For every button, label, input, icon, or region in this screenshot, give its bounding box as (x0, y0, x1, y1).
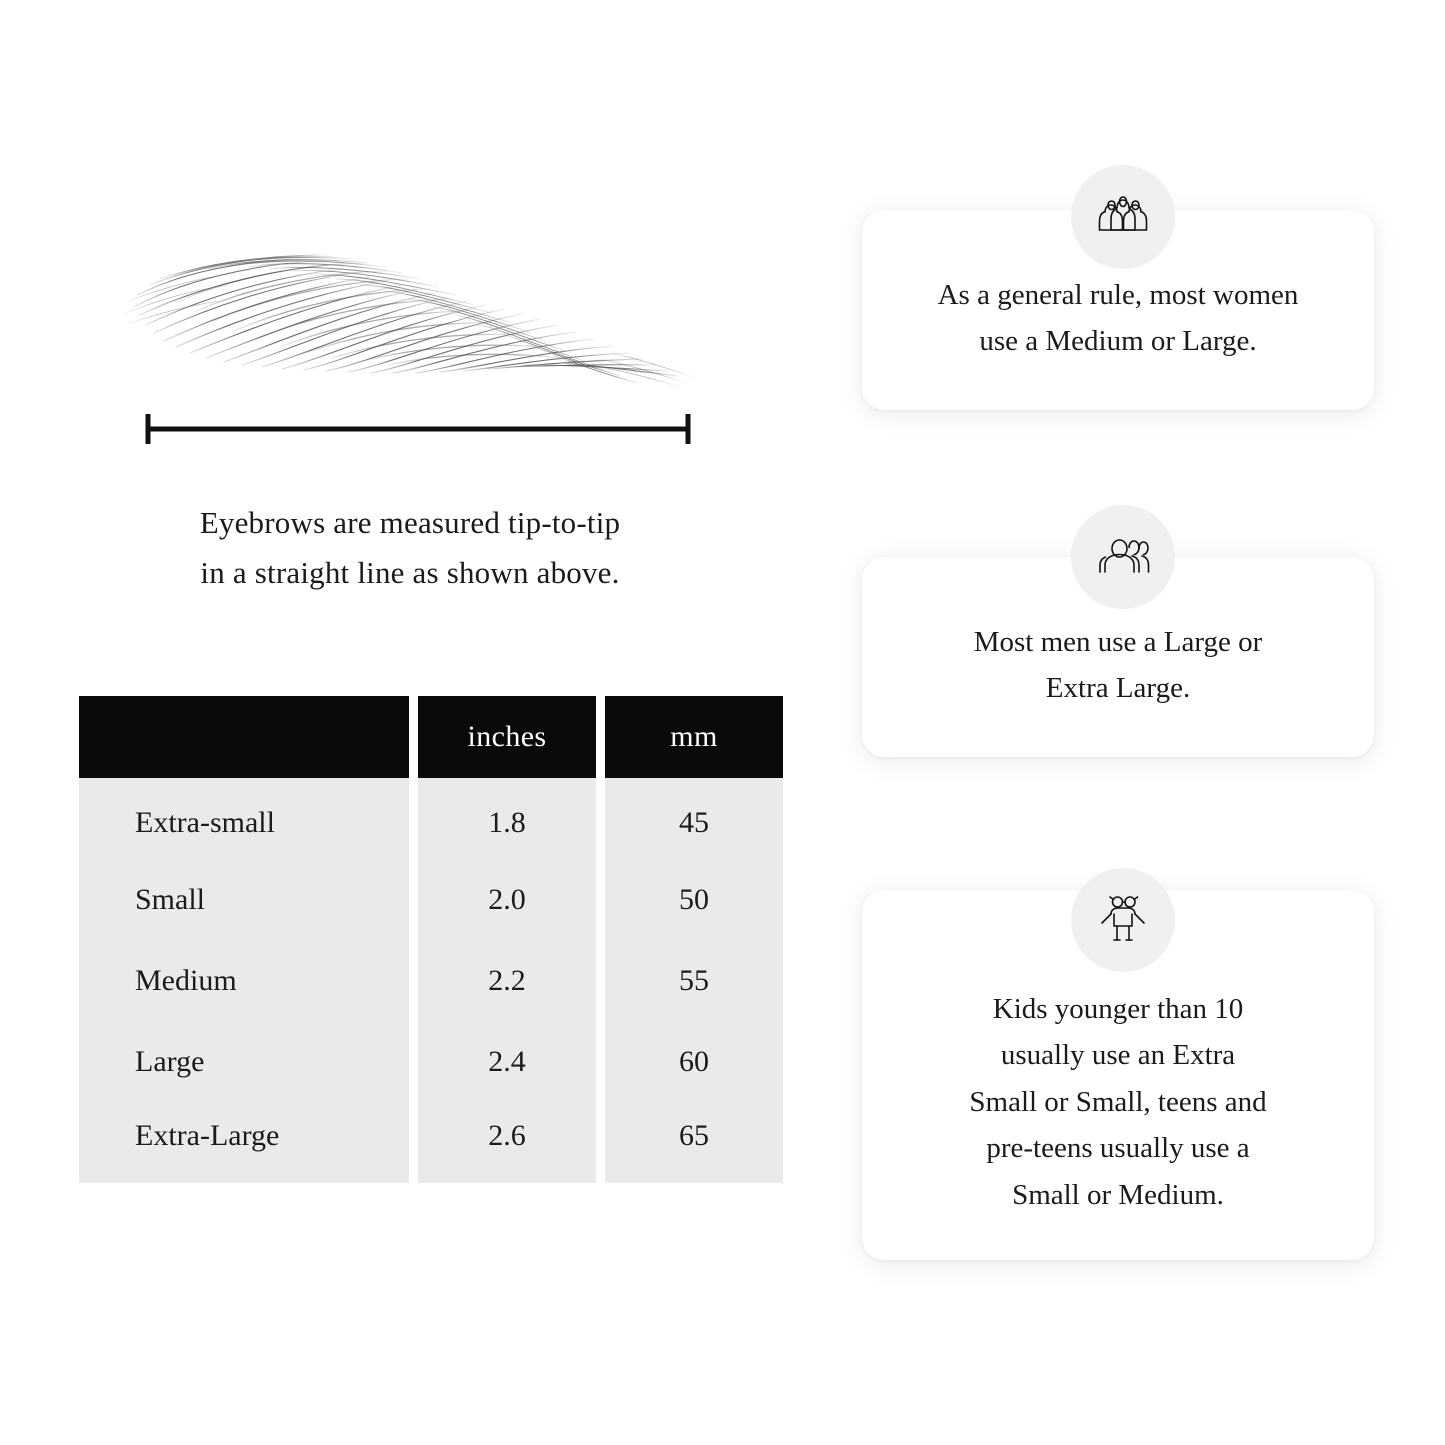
caption-line-1: Eyebrows are measured tip-to-tip (199, 505, 621, 540)
men-group-icon (1071, 505, 1175, 609)
row-inches: 2.6 (418, 1102, 596, 1183)
row-size-name: Extra-Large (79, 1102, 409, 1183)
row-inches: 2.0 (418, 859, 596, 940)
table-row (79, 940, 783, 1021)
note-men-line-2: Extra Large. (1045, 672, 1191, 705)
row-mm: 50 (605, 859, 783, 940)
table-header-row (79, 696, 783, 778)
note-kids-line-3: Small or Small, teens and (969, 1085, 1267, 1118)
caption-line-2: in a straight line as shown above. (200, 555, 620, 591)
row-mm: 55 (605, 940, 783, 1021)
measurement-caption (70, 498, 750, 598)
table-header-mm: mm (605, 696, 783, 778)
row-inches: 2.4 (418, 1021, 596, 1102)
note-women-line-1: As a general rule, most women (937, 279, 1299, 311)
note-kids-line-2: usually use an Extra (1000, 1039, 1236, 1072)
note-kids-line-4: pre-teens usually use a (986, 1132, 1250, 1165)
table-row (79, 1102, 783, 1183)
row-size-name: Medium (79, 940, 409, 1021)
row-size-name: Extra-small (79, 778, 409, 859)
note-women-line-2: use a Medium or Large. (979, 325, 1257, 358)
table-header-inches: inches (418, 696, 596, 778)
row-mm: 45 (605, 778, 783, 859)
row-inches: 1.8 (418, 778, 596, 859)
row-size-name: Small (79, 859, 409, 940)
note-kids-line-1: Kids younger than 10 (992, 993, 1244, 1025)
table-header-size (79, 696, 409, 778)
row-mm: 60 (605, 1021, 783, 1102)
right-column (800, 0, 1445, 1445)
row-mm: 65 (605, 1102, 783, 1183)
size-chart-table (70, 696, 792, 1183)
row-size-name: Large (79, 1021, 409, 1102)
row-inches: 2.2 (418, 940, 596, 1021)
measurement-ruler (142, 412, 694, 446)
note-kids-line-5: Small or Medium. (1012, 1178, 1224, 1211)
kids-group-icon (1071, 868, 1175, 972)
table-row (79, 778, 783, 859)
table-row (79, 859, 783, 940)
table-row (79, 1021, 783, 1102)
eyebrow-illustration (120, 215, 700, 405)
women-group-icon (1071, 165, 1175, 269)
note-men-line-1: Most men use a Large or (973, 626, 1263, 658)
